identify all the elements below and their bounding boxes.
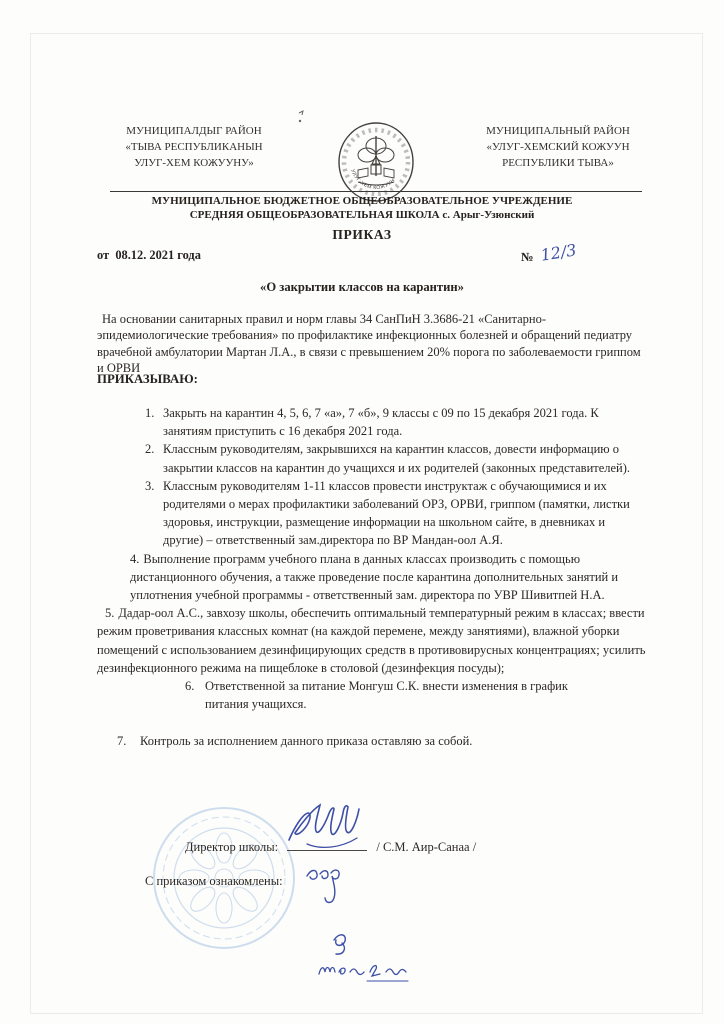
order-item-7 [97, 732, 646, 750]
item-number: 1. [145, 406, 155, 420]
director-label: Директор школы: [185, 840, 279, 854]
institution-line2: СРЕДНЯЯ ОБЩЕОБРАЗОВАТЕЛЬНАЯ ШКОЛА с. Арыг-Узюнский [189, 208, 535, 221]
order-item-2 [97, 440, 646, 476]
item-text: Дадар-оол А.С., завхозу школы, обеспечить оптимальный температурный режим в классах; ввести режим проветривания классных комнат (на каждой перемене, между занятиями), влажной уборки помещений с использованием дезинфицирующих средств в противовирусных концентрациях; усилить дезинфекционного режима на пищеблоке в столовой (дезинфекция посуды); [97, 606, 646, 675]
emblem-arc-text: УЛУГ-ХЕМ КОЖУУН [349, 168, 397, 192]
acknowledgement-signature-3 [315, 956, 415, 986]
item-text: Выполнение программ учебного плана в данных классах производить с помощью дистанционного обучения, а также проведение после карантина дополнительных занятий и уплотнения учебной программы - ответственный зам. директора по УВР Шивитпей Н.А. [130, 551, 619, 603]
svg-text:УЛУГ-ХЕМ КОЖУУН [349, 169, 396, 192]
signature-line [287, 838, 367, 851]
order-item-5 [97, 604, 646, 677]
order-items [97, 404, 646, 751]
date-number-row [97, 240, 645, 270]
item-text: Ответственной за питание Монгуш С.К. внести изменения в график питания учащихся. [205, 679, 568, 712]
org-name-russian-line3: РЕСПУБЛИКИ ТЫВА» [502, 157, 614, 169]
order-title: «О закрытии классов на карантин» [260, 280, 464, 294]
institution-name [80, 195, 644, 222]
org-name-tuvan-line3: УЛУГ-ХЕМ КОЖУУНУ» [134, 157, 254, 169]
director-signature-ink [279, 798, 379, 853]
acknowledgement-signature-2 [327, 930, 357, 958]
order-item-1 [97, 404, 646, 440]
acknowledgement-signature-1 [303, 860, 349, 910]
item-number: 4. [130, 551, 140, 566]
org-name-russian-line1: МУНИЦИПАЛЬНЫЙ РАЙОН [486, 125, 630, 137]
institution-line1: МУНИЦИПАЛЬНОЕ БЮДЖЕТНОЕ ОБЩЕОБРАЗОВАТЕЛЬНОЕ УЧРЕЖДЕНИЕ [151, 195, 573, 207]
org-name-tuvan [108, 123, 280, 171]
order-item-3 [97, 477, 646, 550]
number-sign: № [521, 250, 534, 264]
item-text: Классным руководителям 1-11 классов провести инструктаж с обучающимися и их родителями о мерах профилактики заболеваний ОРЗ, ОРВИ, гриппом (памятки, листки здоровья, инструкции, размещение информации на школьном сайте, в дневниках и другие) – ответственный зам.директора по ВР Мандан-оол А.Я. [163, 478, 630, 548]
item-text: Контроль за исполнением данного приказа оставляю за собой. [140, 734, 473, 749]
order-number [521, 240, 579, 266]
item-number: 6. [185, 679, 195, 694]
item-number: 7. [117, 734, 127, 749]
item-number: 3. [145, 478, 155, 493]
acknowledged-row [145, 874, 657, 894]
org-name-russian-line2: «УЛУГ-ХЕМСКИЙ КОЖУУН [486, 141, 630, 153]
order-preamble: На основании санитарных правил и норм главы 34 СанПиН 3.3686-21 «Санитарно-эпидемиологические требования» по профилактике инфекционных болезней и обращений педиатру врачебной амбулатории Мартан Л.А., в связи с превышением 20% порога по заболеваемости гриппом и ОРВИ [97, 312, 641, 376]
org-name-tuvan-line1: МУНИЦИПАЛДЫГ РАЙОН [126, 125, 262, 137]
item-text: Классным руководителям, закрывшихся на карантин классов, довести информацию о закрытии классов на карантин до учащихся и их родителей (законных представителей). [163, 442, 631, 475]
order-date: от 08.12. 2021 года [97, 248, 201, 262]
director-signature-row [185, 838, 657, 864]
ink-smudge-artifact [294, 110, 308, 128]
item-number: 5. [105, 606, 115, 621]
order-item-6 [97, 677, 646, 713]
document-type-heading: ПРИКАЗ [332, 227, 392, 242]
signature-block [97, 838, 657, 894]
item-text: Закрыть на карантин 4, 5, 6, 7 «а», 7 «б», 9 классы с 09 по 15 декабря 2021 года. К занятиям приступить с 16 декабря 2021 года. [163, 406, 599, 439]
org-name-russian [466, 123, 650, 171]
org-name-tuvan-line2: «ТЫВА РЕСПУБЛИКАНЫН [125, 141, 263, 153]
order-item-4 [130, 550, 646, 605]
header-divider [110, 191, 642, 192]
decree-word: ПРИКАЗЫВАЮ: [97, 372, 198, 386]
handwritten-order-number: 12/3 [539, 240, 579, 265]
director-name: / С.М. Аир-Санаа / [376, 840, 477, 854]
item-number: 2. [145, 442, 155, 457]
acknowledged-label: С приказом ознакомлены: [145, 874, 283, 888]
